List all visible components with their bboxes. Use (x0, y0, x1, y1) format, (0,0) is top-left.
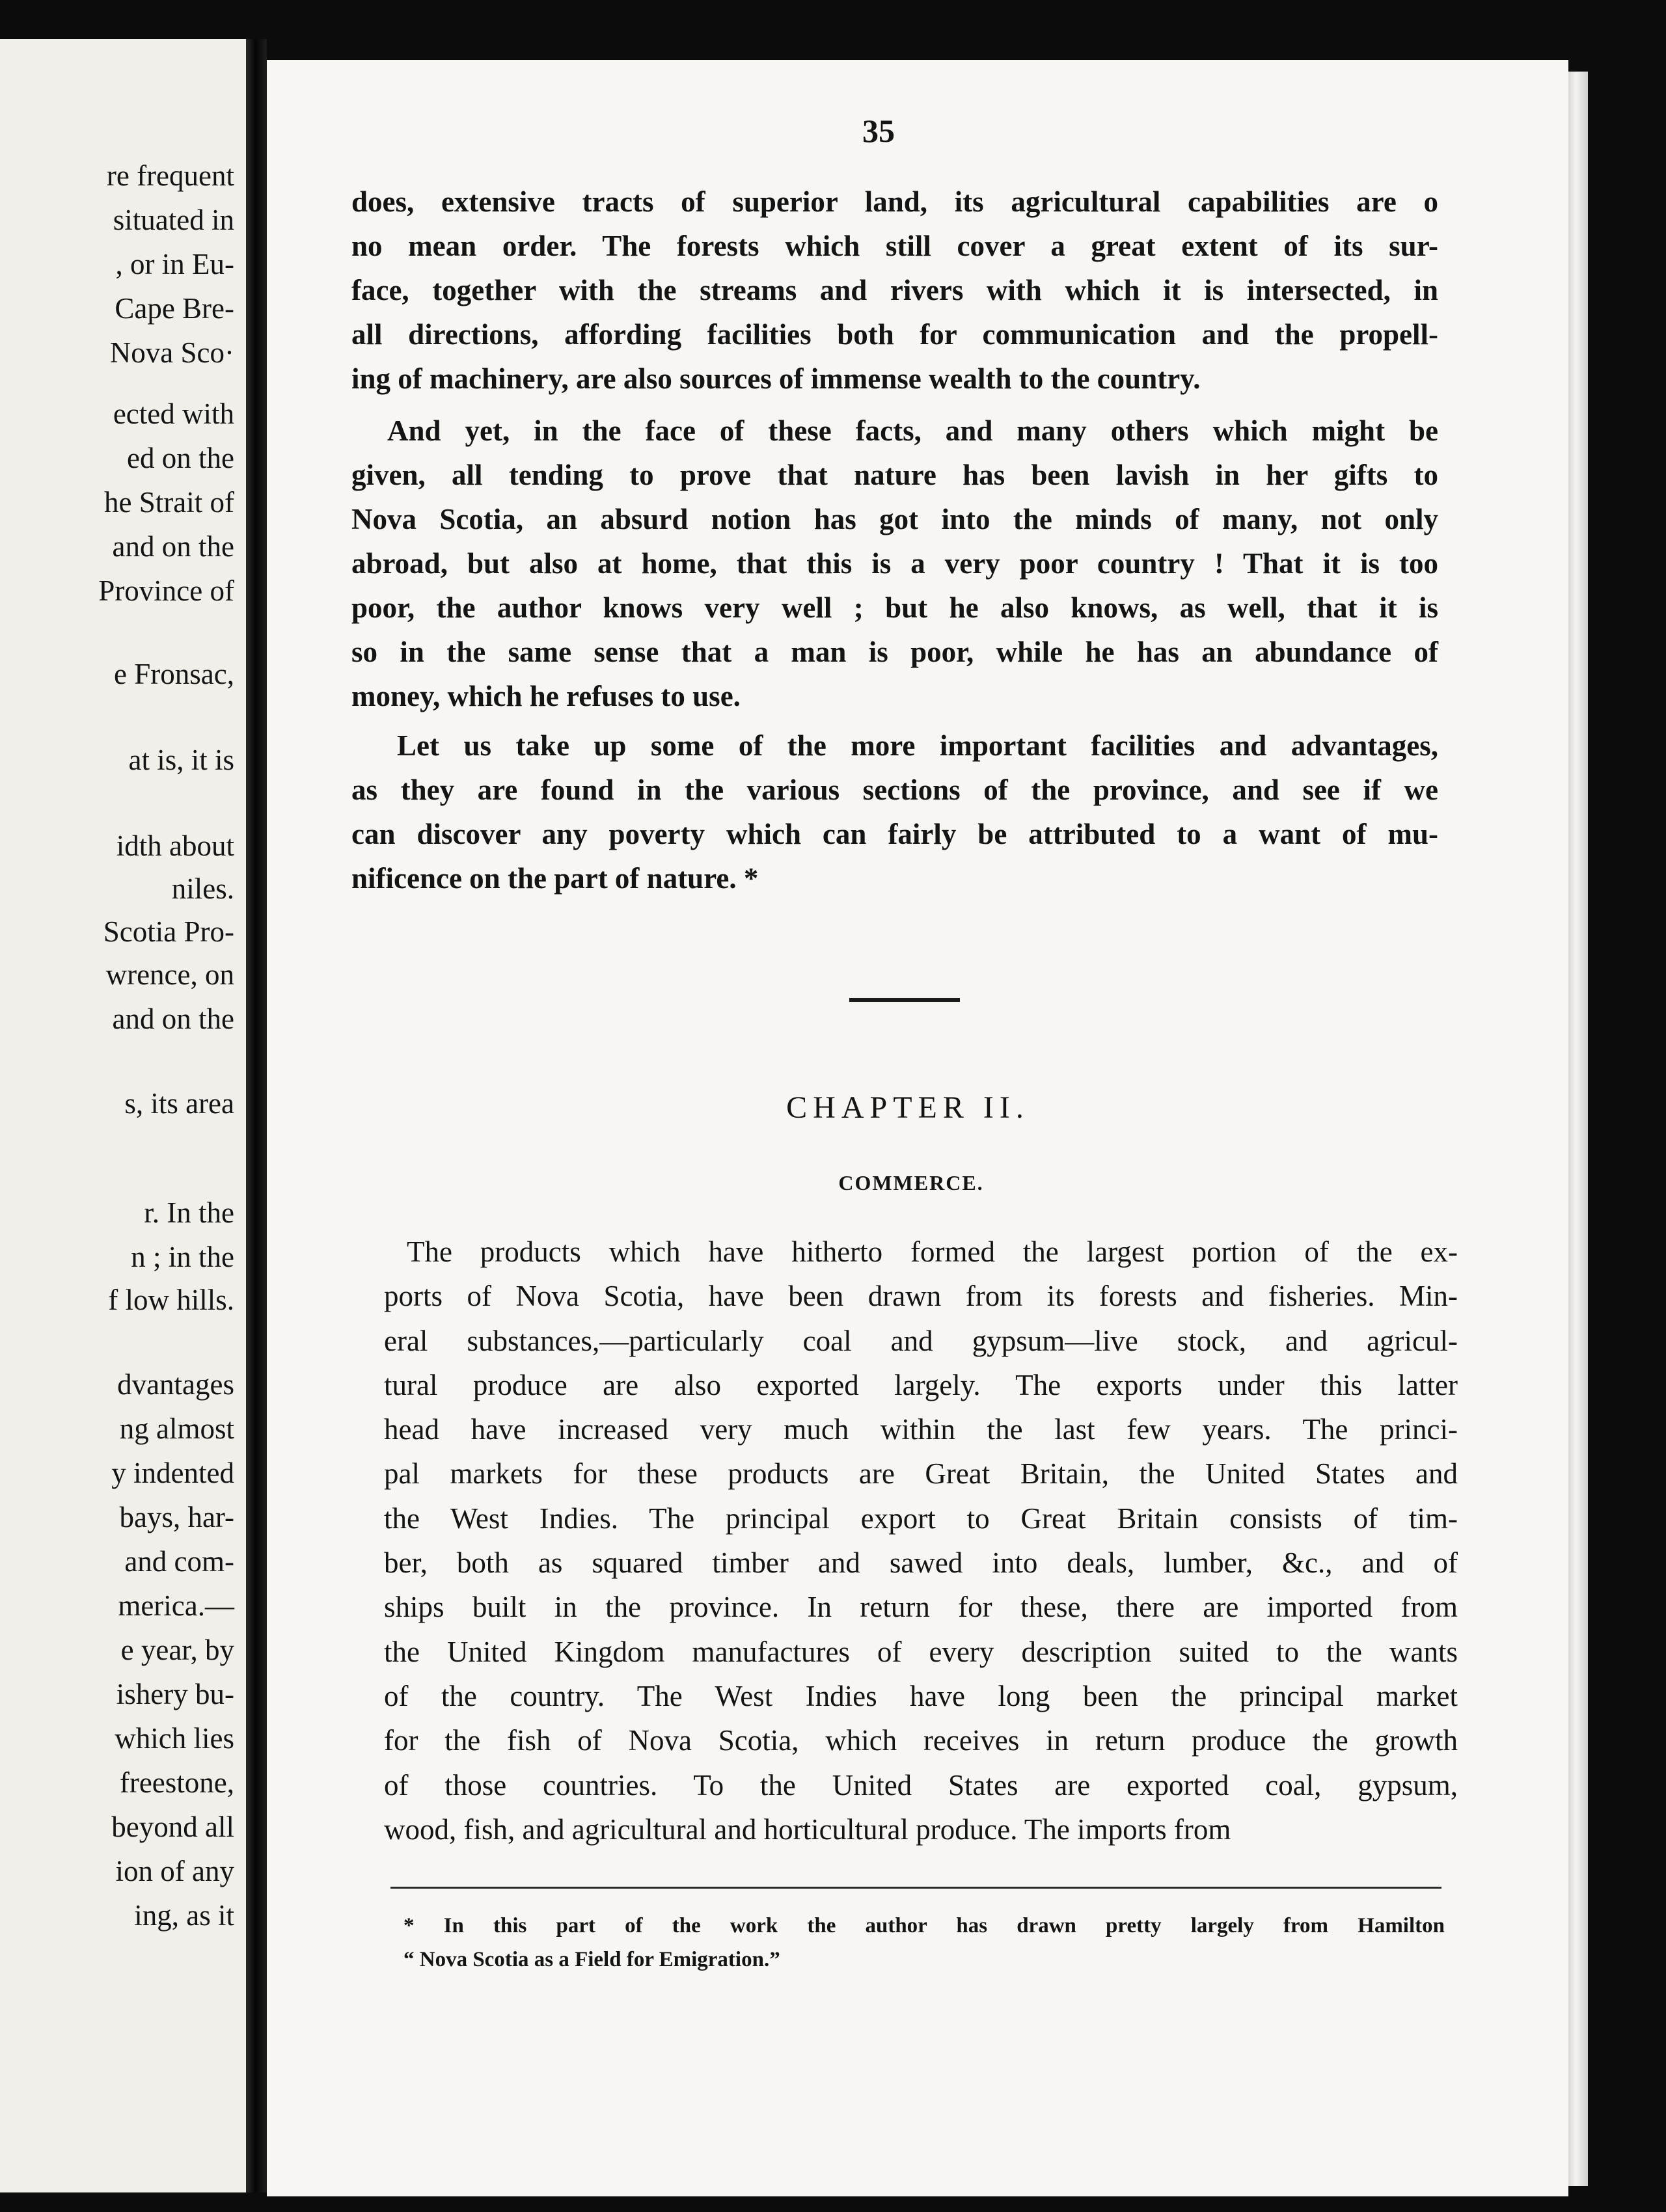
chapter-subtitle: COMMERCE. (838, 1171, 984, 1194)
text-line: abroad, but also at home, that this is a very poor country ! That it is too (351, 547, 1438, 580)
left-page-line: and com- (124, 1545, 234, 1578)
left-page-line: ed on the (127, 442, 234, 474)
left-page-line: merica.— (118, 1589, 234, 1622)
left-page-line: idth about (116, 830, 234, 862)
left-page-line: and on the (112, 530, 234, 563)
text-line: the United Kingdom manufactures of every description suited to the wants (384, 1635, 1458, 1668)
page-edge (1568, 72, 1588, 2186)
left-page-line: ishery bu- (116, 1678, 234, 1710)
text-line: can discover any poverty which can fairly be attributed to a want of mu- (351, 818, 1438, 850)
text-line: of the country. The West Indies have long been the principal market (384, 1679, 1458, 1712)
left-page-line: at is, it is (128, 744, 234, 776)
left-page-line: he Strait of (104, 486, 234, 519)
left-page-line: ion of any (115, 1855, 234, 1887)
left-page-line: ing, as it (134, 1899, 234, 1932)
text-line: does, extensive tracts of superior land, its agricultural capabilities are o (351, 185, 1438, 218)
text-line: ports of Nova Scotia, have been drawn from its forests and fisheries. Min- (384, 1280, 1458, 1313)
book-gutter (246, 39, 267, 2192)
text-line: ber, both as squared timber and sawed into deals, lumber, &c., and of (384, 1546, 1458, 1580)
text-line: ships built in the province. In return for these, there are imported from (384, 1591, 1458, 1624)
text-line: eral substances,—particularly coal and gypsum—live stock, and agricul- (384, 1324, 1458, 1357)
text-line: of those countries. To the United States are exported coal, gypsum, (384, 1768, 1458, 1801)
left-facing-page (0, 39, 246, 2192)
paragraph-2 (351, 409, 1438, 718)
text-line: the West Indies. The principal export to Great Britain consists of tim- (384, 1502, 1458, 1535)
left-page-line: re frequent (106, 159, 234, 192)
text-line: Nova Scotia, an absurd notion has got into the minds of many, not only (351, 503, 1438, 535)
footnote-line: * In this part of the work the author has drawn pretty largely from Hamilton (403, 1914, 1445, 1937)
left-page-line: situated in (113, 204, 234, 236)
text-line: for the fish of Nova Scotia, which receives in return produce the growth (384, 1724, 1458, 1757)
left-page-line: n ; in the (131, 1241, 234, 1273)
left-page-line: niles. (171, 872, 234, 905)
footnote (403, 1909, 1445, 1976)
left-page-line: dvantages (117, 1368, 234, 1401)
left-page-line: Scotia Pro- (103, 915, 234, 948)
text-line: given, all tending to prove that nature has been lavish in her gifts to (351, 459, 1438, 491)
left-page-line: and on the (112, 1003, 234, 1035)
text-line: so in the same sense that a man is poor, while he has an abundance of (351, 636, 1438, 668)
left-page-line: bays, har- (119, 1501, 234, 1533)
left-page-line: which lies (115, 1722, 234, 1755)
text-line: head have increased very much within the last few years. The princi- (384, 1413, 1458, 1446)
left-page-line: wrence, on (105, 958, 234, 991)
text-line: Let us take up some of the more important facilities and advantages, (397, 729, 1438, 762)
text-line: face, together with the streams and rivers with which it is intersected, in (351, 274, 1438, 306)
left-page-line: f low hills. (108, 1284, 234, 1316)
commerce-paragraph (384, 1230, 1458, 1852)
text-line: nificence on the part of nature. * (351, 862, 759, 895)
text-line: all directions, affording facilities both for communication and the propell- (351, 318, 1438, 351)
left-page-line: ected with (113, 398, 234, 430)
text-line: money, which he refuses to use. (351, 680, 741, 712)
text-line: And yet, in the face of these facts, and many others which might be (387, 414, 1438, 447)
left-page-line: freestone, (119, 1766, 234, 1799)
left-page-line: , or in Eu- (115, 248, 234, 280)
text-line: no mean order. The forests which still cover a great extent of its sur- (351, 230, 1438, 262)
left-page-line: y indented (111, 1457, 234, 1489)
text-line: pal markets for these products are Great Britain, the United States and (384, 1457, 1458, 1490)
text-line: wood, fish, and agricultural and horticultural produce. The imports from (384, 1813, 1231, 1846)
left-page-line: s, its area (124, 1087, 234, 1120)
page-number: 35 (862, 113, 895, 149)
chapter-divider (849, 998, 960, 1002)
footnote-divider (390, 1887, 1441, 1889)
footnote-line: “ Nova Scotia as a Field for Emigration.” (403, 1948, 780, 1971)
left-page-line: e year, by (120, 1634, 234, 1666)
left-page-line: Cape Bre- (115, 292, 234, 325)
text-line: The products which have hitherto formed the largest portion of the ex- (407, 1235, 1458, 1268)
paragraph-1 (351, 180, 1438, 401)
text-line: tural produce are also exported largely. The exports under this latter (384, 1368, 1458, 1401)
paragraph-3 (351, 723, 1438, 900)
text-line: poor, the author knows very well ; but he also knows, as well, that it is (351, 591, 1438, 624)
text-line: as they are found in the various sections of the province, and see if we (351, 774, 1438, 806)
left-page-line: Nova Sco· (109, 336, 234, 369)
left-page-line: beyond all (111, 1811, 234, 1843)
text-line: ing of machinery, are also sources of immense wealth to the country. (351, 362, 1201, 395)
left-page-line: ng almost (119, 1412, 234, 1445)
left-page-line: e Fronsac, (114, 658, 234, 690)
left-page-line: r. In the (144, 1196, 234, 1229)
chapter-title: CHAPTER II. (786, 1090, 1030, 1125)
left-page-line: Province of (98, 574, 234, 607)
